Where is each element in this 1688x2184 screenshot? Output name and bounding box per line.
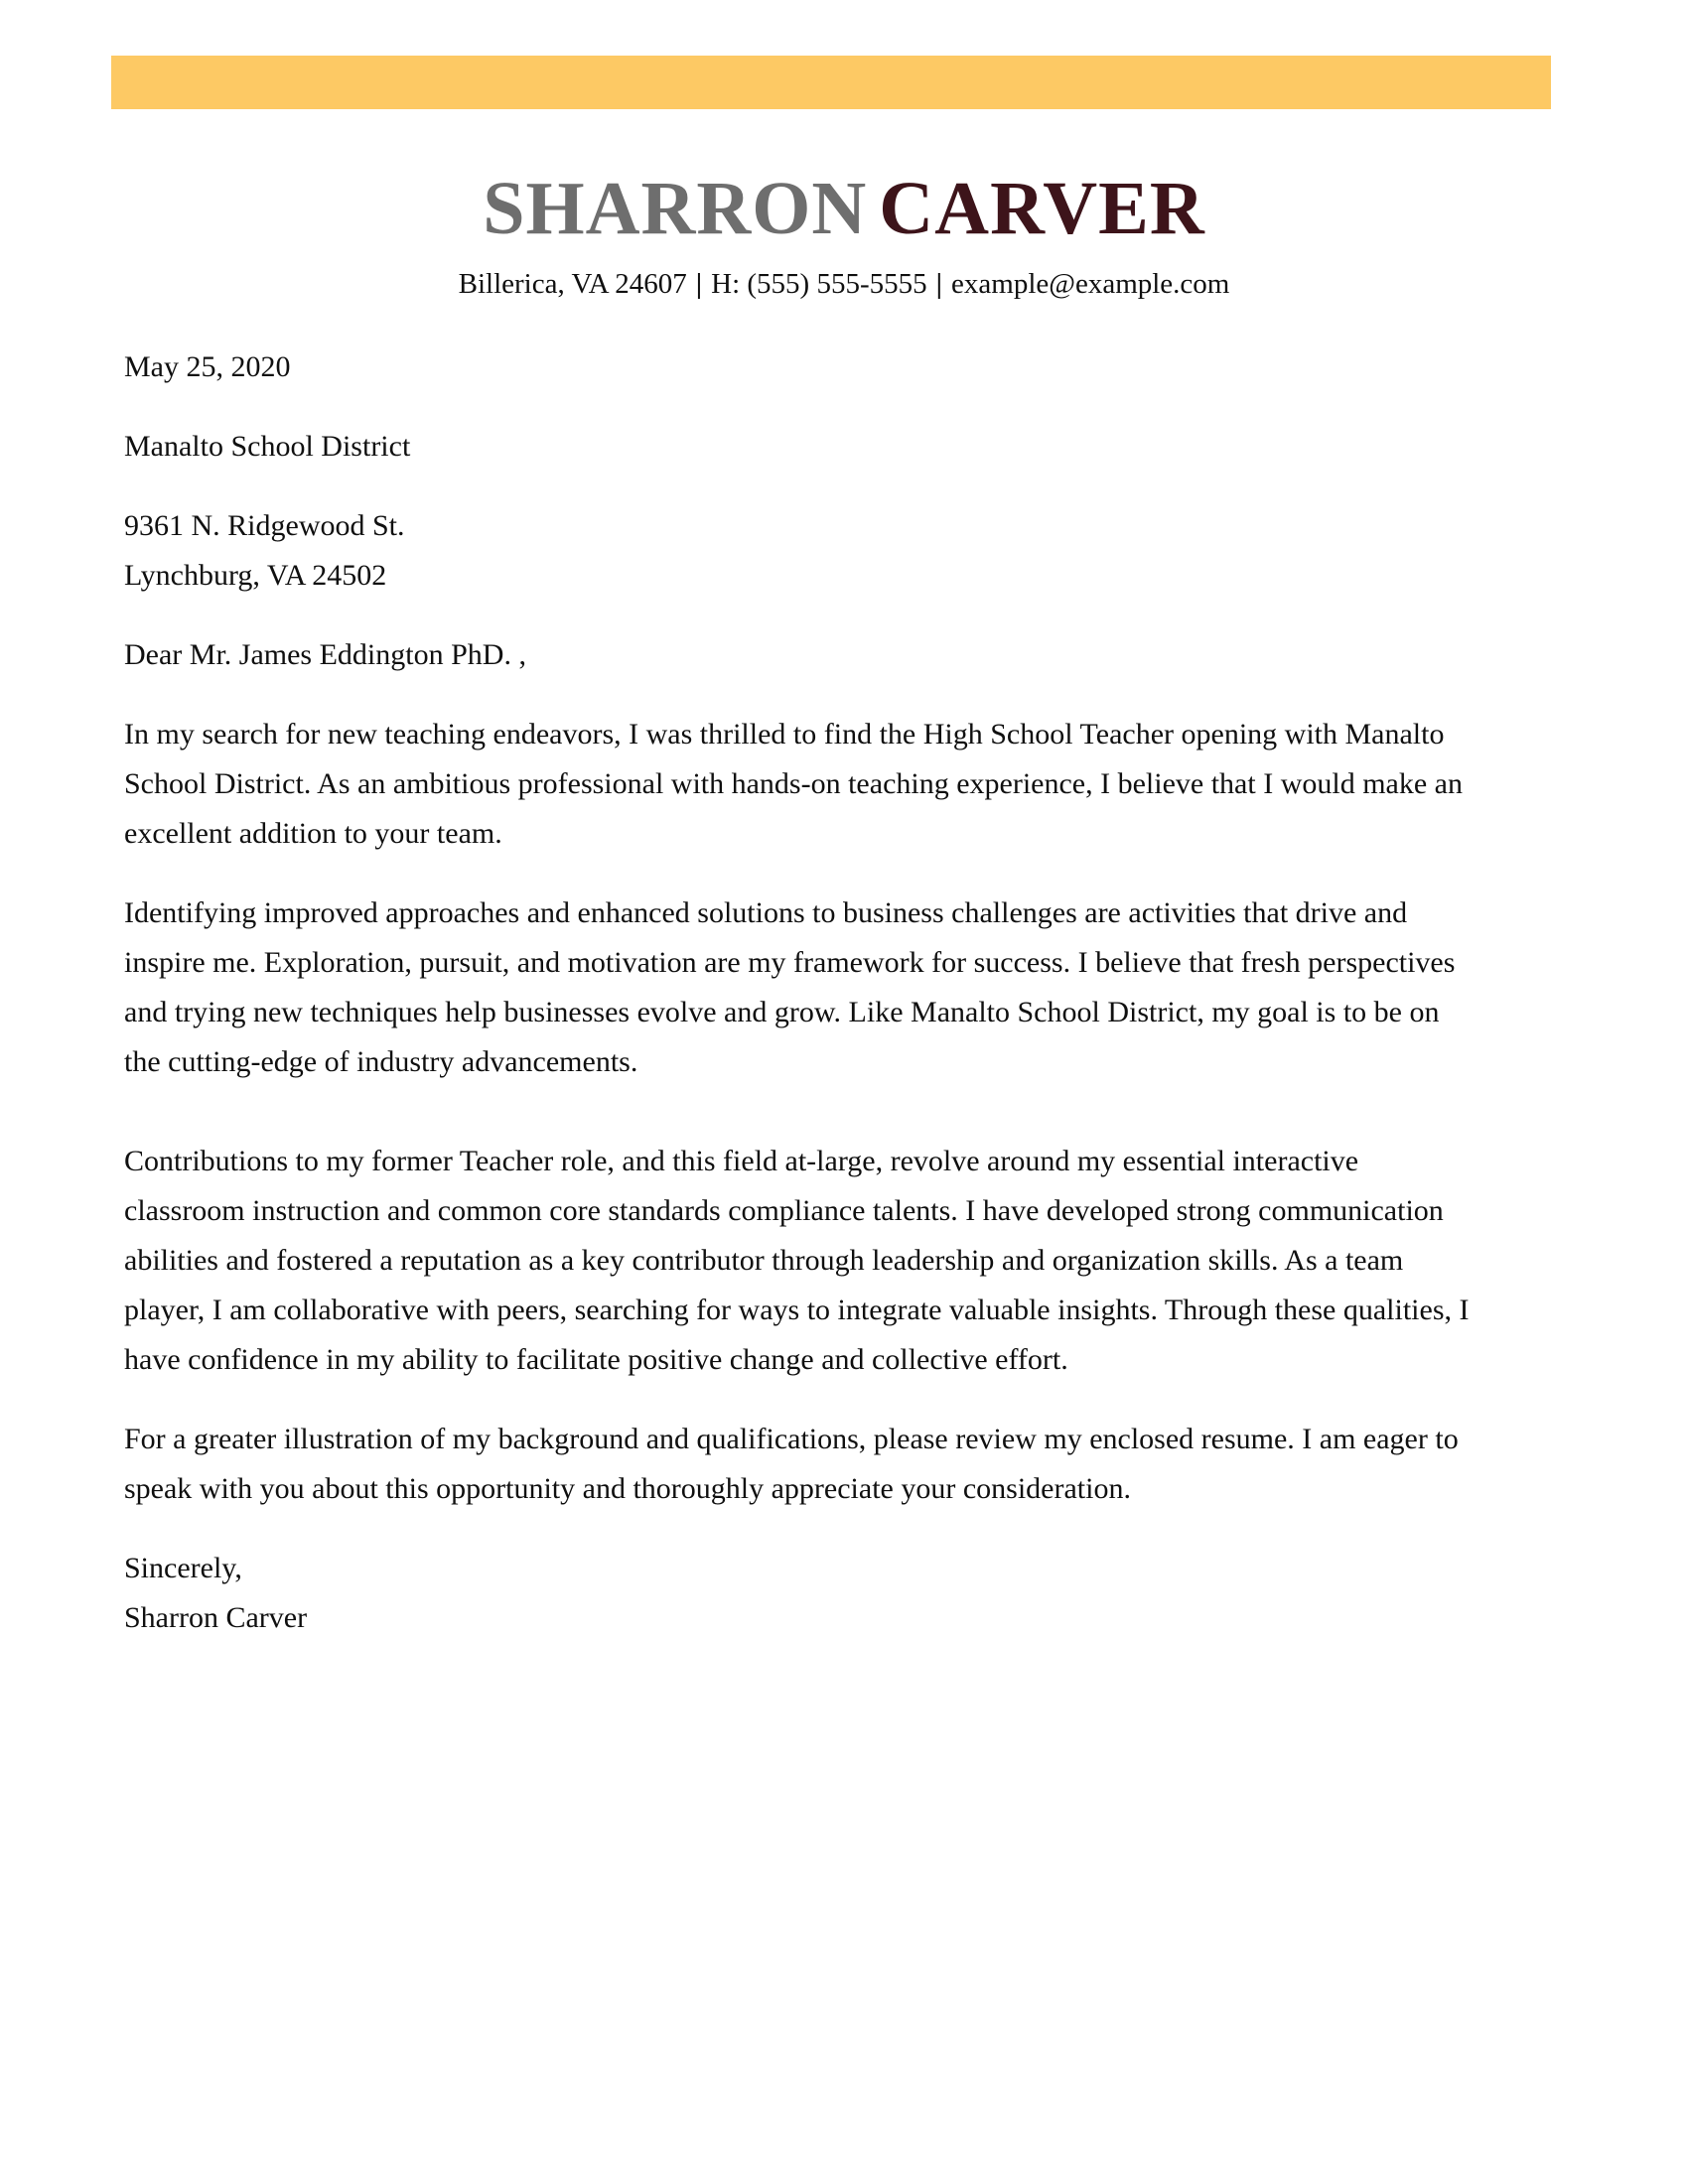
contact-separator: | — [695, 268, 703, 300]
signature-block — [124, 1544, 1477, 1643]
accent-bar — [111, 56, 1551, 109]
letter-header — [0, 169, 1688, 302]
letter-body — [124, 342, 1477, 1673]
paragraph-contributions: Contributions to my former Teacher role, and this field at-large, revolve around my essential interactive classroom instruction and common core standards compliance talents. I have developed strong communication abilities and fostered a reputation as a key contributor through leadership and organization skills. As a team player, I am collaborative with peers, searching for ways to integrate valuable insights. Through these qualities, I have confidence in my ability to facilitate positive change and collective effort. — [124, 1145, 1470, 1376]
contact-line — [0, 266, 1688, 302]
contact-location: Billerica, VA 24607 — [458, 268, 687, 300]
address-line: Lynchburg, VA 24502 — [124, 559, 387, 592]
candidate-name — [0, 169, 1688, 248]
signature-name: Sharron Carver — [124, 1601, 308, 1634]
contact-phone: H: (555) 555-5555 — [711, 268, 927, 300]
recipient-name: Manalto School District — [124, 430, 411, 463]
candidate-last-name: CARVER — [879, 167, 1205, 250]
paragraph-intro: In my search for new teaching endeavors, I was thrilled to find the High School Teacher opening with Manalto School District. As an ambitious professional with hands-on teaching experience, I believe that I would make an excellent addition to your team. — [124, 718, 1463, 850]
contact-email: example@example.com — [951, 268, 1230, 300]
salutation: Dear Mr. James Eddington PhD. , — [124, 638, 526, 671]
recipient-address — [124, 501, 1477, 601]
candidate-first-name: SHARRON — [483, 167, 868, 250]
letter-date: May 25, 2020 — [124, 350, 291, 383]
address-line: 9361 N. Ridgewood St. — [124, 509, 405, 542]
paragraph-motivation: Identifying improved approaches and enhanced solutions to business challenges are activities that drive and inspire me. Exploration, pursuit, and motivation are my framework for success. I believe that fresh perspectives and trying new techniques help businesses evolve and grow. Like Manalto School District, my goal is to be on the cutting-edge of industry advancements. — [124, 896, 1456, 1078]
closing-word: Sincerely, — [124, 1552, 242, 1584]
contact-separator: | — [935, 268, 943, 300]
paragraph-closing: For a greater illustration of my background and qualifications, please review my enclosed resume. I am eager to speak with you about this opportunity and thoroughly appreciate your consideration. — [124, 1423, 1459, 1505]
